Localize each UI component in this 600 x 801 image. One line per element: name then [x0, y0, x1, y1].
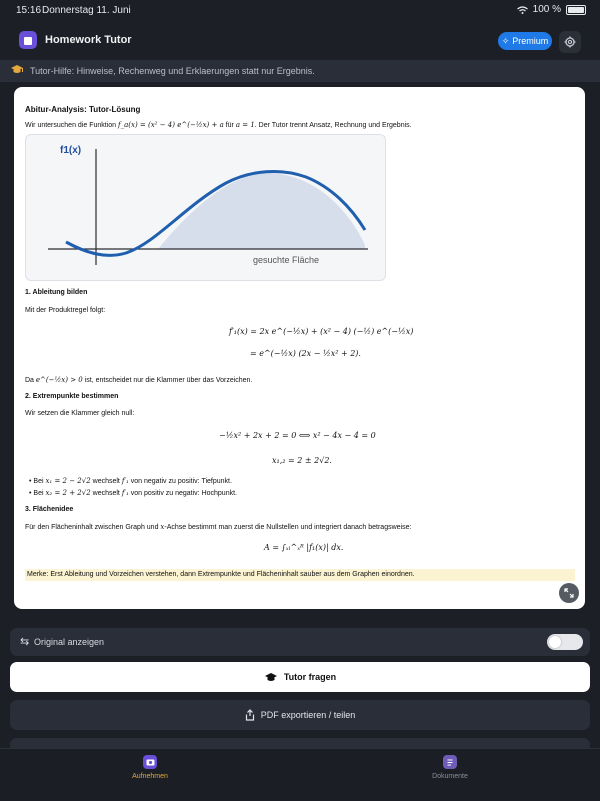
app-logo-icon: [19, 31, 37, 49]
bullet-1-mid: wechselt: [90, 478, 122, 485]
document-title: Abitur-Analysis: Tutor-Lösung: [25, 105, 141, 114]
tab-capture[interactable]: [120, 755, 180, 780]
tutor-banner: [0, 60, 600, 82]
app-header: [0, 24, 600, 60]
bullet-2-formula: x₂ = 2 + 2√2: [45, 489, 91, 497]
ask-tutor-label: Tutor fragen: [283, 672, 337, 682]
battery-percentage: 100 %: [532, 4, 561, 15]
section-1-conclusion: [25, 376, 252, 384]
area-label: gesuchte Fläche: [253, 255, 320, 265]
bullet-2-mid: wechselt: [90, 490, 122, 497]
section-2-heading: 2. Extrempunkte bestimmen: [25, 393, 119, 400]
intro-prefix: Wir untersuchen die Funktion: [25, 122, 118, 129]
conclusion-suffix: ist, entscheidet nur die Klammer über das Vorzeichen.: [82, 377, 253, 384]
original-toggle[interactable]: [547, 634, 583, 650]
section-1-equation-1: f′₁(x) = 2x e^(−½x) + (x² − 4) (−½) e^(−½x): [229, 327, 414, 336]
gear-icon: [564, 36, 576, 48]
sparkle-icon: ✧: [501, 35, 510, 46]
section-2-text: Wir setzen die Klammer gleich null:: [25, 410, 135, 417]
share-icon: [245, 709, 255, 721]
document-card: [14, 87, 585, 609]
bullet-1-suffix: von negativ zu positiv: Tiefpunkt.: [128, 478, 232, 485]
conclusion-formula: e^(−½x) > 0: [35, 376, 83, 384]
document-intro: [25, 121, 412, 129]
tab-capture-label: Aufnehmen: [132, 773, 168, 780]
tab-documents[interactable]: [420, 755, 480, 780]
tab-documents-label: Dokumente: [432, 773, 468, 780]
area-fill: [158, 173, 365, 249]
section-3-equation: A = ∫ₓₗ^ₓᴿ |f₁(x)| dx.: [264, 543, 344, 552]
ask-tutor-button[interactable]: [10, 662, 590, 692]
intro-formula: f_a(x) = (x² − 4) e^(−½x) + a: [118, 121, 224, 129]
battery-icon: [566, 5, 586, 15]
function-label: f1(x): [60, 145, 82, 156]
status-bar: [0, 0, 600, 20]
document-icon: [443, 755, 457, 769]
graduation-cap-icon: [10, 64, 24, 78]
bullet-minimum: • Bei x₁ = 2 − 2√2 wechselt f′₁ von negativ zu positiv: Tiefpunkt.: [29, 477, 232, 485]
status-indicators: [517, 4, 586, 15]
wifi-icon: [517, 6, 528, 14]
bullet-2-suffix: von positiv zu negativ: Hochpunkt.: [128, 490, 237, 497]
graph-svg: [26, 135, 385, 280]
bullet-1-formula: x₁ = 2 − 2√2: [45, 477, 91, 485]
status-time: 15:16: [16, 5, 42, 16]
note-box: [25, 569, 575, 581]
tab-bar: [0, 748, 600, 801]
premium-label: Premium: [512, 36, 549, 46]
section-3-suffix: -Achse bestimmt man zuerst die Nullstellen und integriert danach betragsweise:: [164, 524, 412, 531]
bullet-1-derivative: f′₁: [121, 477, 129, 485]
bullet-2-derivative: f′₁: [121, 489, 129, 497]
export-pdf-button[interactable]: [10, 700, 590, 730]
original-toggle-row[interactable]: [10, 628, 590, 656]
original-label: Original anzeigen: [34, 637, 105, 647]
app-title: Homework Tutor: [45, 34, 132, 46]
section-2-equation-1: −½x² + 2x + 2 = 0 ⟺ x² − 4x − 4 = 0: [219, 431, 376, 440]
camera-icon: [143, 755, 157, 769]
premium-button[interactable]: [498, 32, 552, 50]
section-3-prefix: Für den Flächeninhalt zwischen Graph und: [25, 524, 161, 531]
bullet-2-prefix: Bei: [33, 490, 46, 497]
expand-icon: [564, 588, 574, 598]
bullet-maximum: • Bei x₂ = 2 + 2√2 wechselt f′₁ von positiv zu negativ: Hochpunkt.: [29, 489, 237, 497]
intro-a-value: a = 1: [235, 121, 255, 129]
expand-button[interactable]: [559, 583, 579, 603]
section-3-text: [25, 523, 411, 531]
section-2-equation-2: x₁,₂ = 2 ± 2√2.: [272, 456, 332, 465]
export-pdf-label: PDF exportieren / teilen: [260, 710, 356, 720]
graduation-cap-icon: [264, 672, 278, 683]
bullet-1-prefix: Bei: [33, 478, 46, 485]
settings-button[interactable]: [559, 31, 581, 53]
section-1-equation-2: = e^(−½x) (2x − ½x² + 2).: [250, 349, 361, 358]
conclusion-prefix: Da: [25, 377, 36, 384]
swap-icon: ⇆: [20, 636, 30, 648]
section-3-heading: 3. Flächenidee: [25, 506, 74, 513]
section-3-x: x: [160, 523, 165, 531]
intro-mid: für: [223, 122, 236, 129]
section-1-heading: 1. Ableitung bilden: [25, 289, 88, 296]
status-date: Donnerstag 11. Juni: [42, 5, 131, 16]
intro-suffix: . Der Tutor trennt Ansatz, Rechnung und Ergebnis.: [254, 122, 412, 129]
section-1-text: Mit der Produktregel folgt:: [25, 307, 106, 314]
function-graph: [25, 134, 386, 281]
banner-text: Tutor-Hilfe: Hinweise, Rechenweg und Erklaerungen statt nur Ergebnis.: [30, 66, 315, 76]
note-text: Merke: Erst Ableitung und Vorzeichen verstehen, dann Extrempunkte und Flächeninhalt sauber aus dem Graphen einordnen.: [27, 571, 415, 578]
